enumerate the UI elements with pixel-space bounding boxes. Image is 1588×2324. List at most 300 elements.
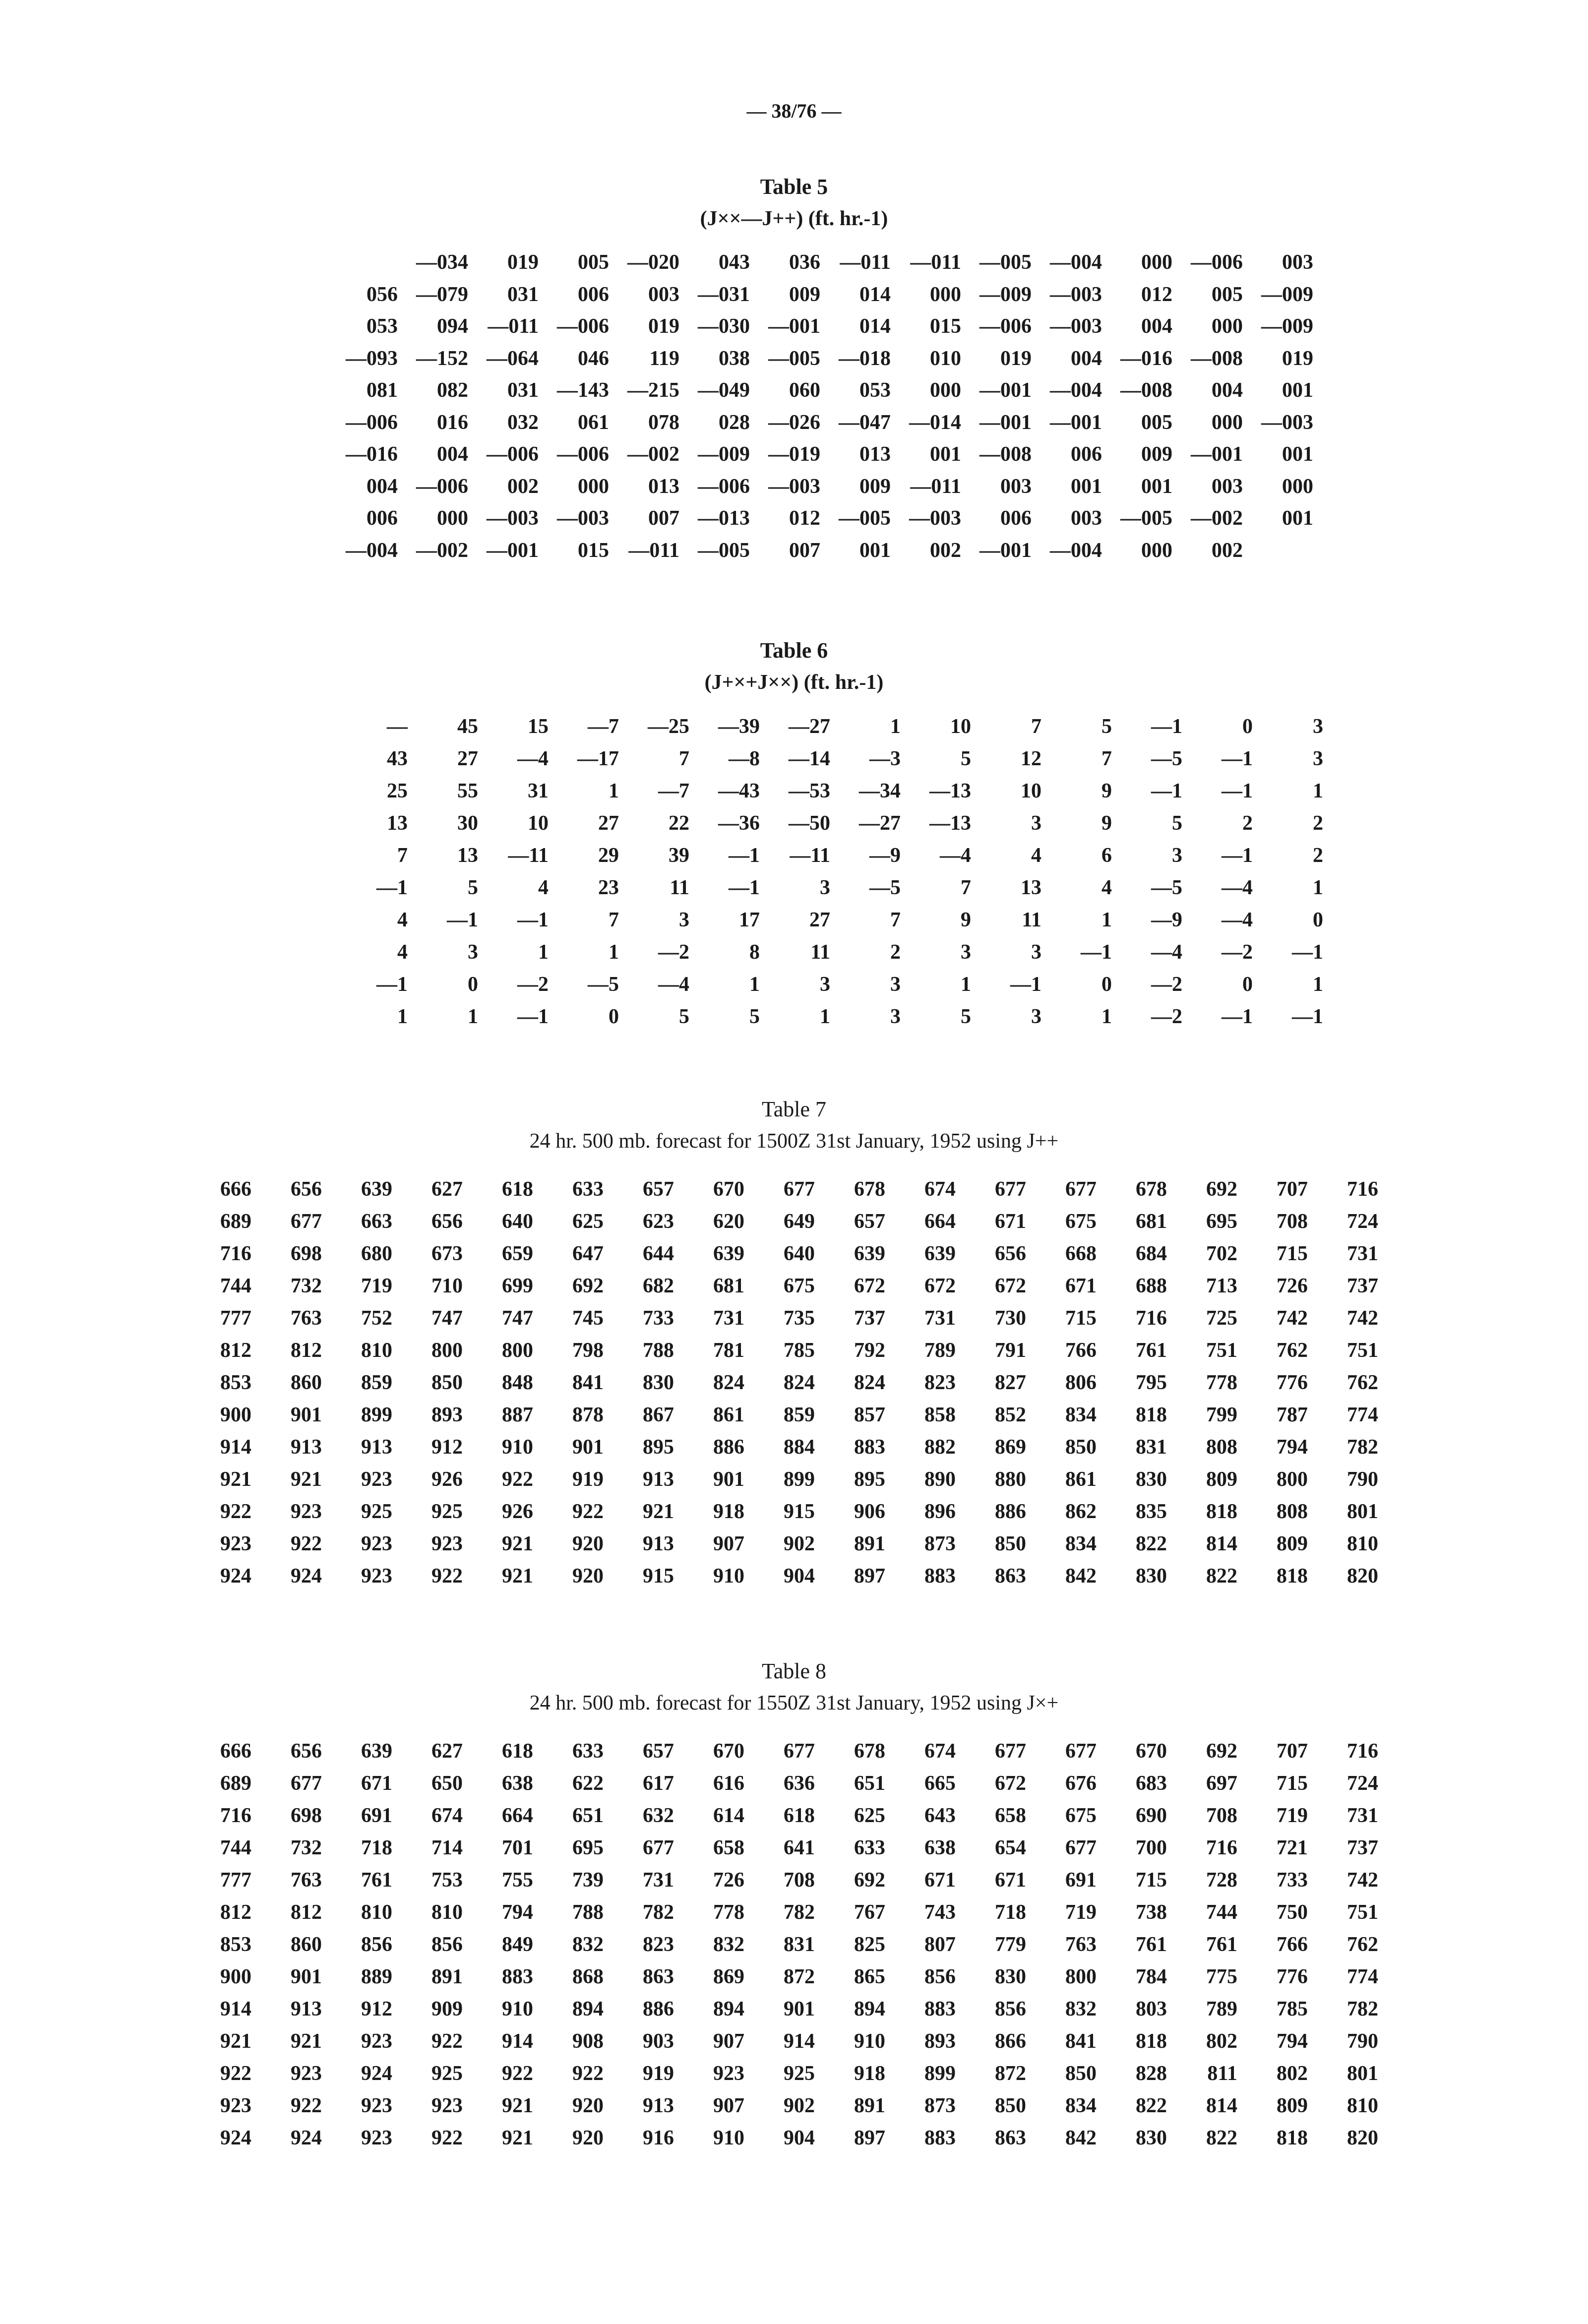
table-cell: 677	[784, 1177, 815, 1201]
table-cell: 3	[1172, 844, 1182, 867]
table-cell: 007	[789, 539, 820, 562]
table-cell: —1	[1151, 715, 1182, 738]
table-cell: 3	[890, 973, 901, 996]
table-cell: 689	[220, 1772, 251, 1795]
table-cell: 006	[366, 507, 398, 530]
table-8-grid	[181, 1735, 1378, 2154]
table-cell: 673	[431, 1242, 463, 1265]
table-cell: —39	[718, 715, 760, 738]
table-cell: 708	[1277, 1210, 1308, 1233]
table-cell: 622	[572, 1772, 604, 1795]
table-cell: 666	[220, 1739, 251, 1763]
table-cell: 910	[854, 2029, 885, 2053]
table-cell: 823	[643, 1933, 674, 1956]
table-cell: —008	[979, 443, 1032, 466]
table-cell: 923	[361, 1532, 392, 1555]
table-cell: 861	[1065, 1468, 1097, 1491]
table-5-grid	[327, 246, 1313, 566]
table-cell: 001	[859, 539, 891, 562]
table-cell: 30	[457, 811, 478, 835]
table-cell: —4	[1151, 940, 1182, 964]
table-cell: 790	[1347, 2029, 1378, 2053]
table-cell: 921	[502, 2126, 533, 2149]
table-row	[327, 374, 1313, 407]
table-cell: 766	[1277, 1933, 1308, 1956]
table-cell: —50	[789, 811, 830, 835]
table-cell: —13	[929, 779, 971, 802]
table-cell: 860	[291, 1933, 322, 1956]
table-cell: 914	[220, 1435, 251, 1459]
table-cell: 733	[643, 1306, 674, 1330]
table-row	[337, 1000, 1323, 1033]
table-cell: 640	[784, 1242, 815, 1265]
table-cell: 861	[713, 1403, 744, 1426]
table-cell: 901	[291, 1965, 322, 1988]
table-cell: 7	[961, 876, 971, 899]
table-cell: 818	[1206, 1500, 1237, 1523]
table-row	[181, 2025, 1378, 2057]
table-cell: 802	[1206, 2029, 1237, 2053]
table-cell: —005	[1120, 507, 1172, 530]
table-cell: 643	[924, 1804, 956, 1827]
table-row	[337, 904, 1323, 936]
table-cell: 926	[431, 1468, 463, 1491]
table-cell: 921	[643, 1500, 674, 1523]
table-cell: 889	[361, 1965, 392, 1988]
table-cell: —1	[1151, 779, 1182, 802]
table-row	[181, 2089, 1378, 2122]
table-cell: 1	[609, 779, 619, 802]
table-cell: 899	[361, 1403, 392, 1426]
table-cell: 9	[1101, 779, 1112, 802]
table-cell: 859	[361, 1371, 392, 1394]
table-cell: 739	[572, 1868, 604, 1892]
table-cell: 616	[713, 1772, 744, 1795]
table-row	[181, 1864, 1378, 1896]
table-cell: —001	[979, 379, 1032, 402]
table-cell: 761	[361, 1868, 392, 1892]
table-cell: 004	[1141, 315, 1172, 338]
table-cell: 15	[528, 715, 549, 738]
table-cell: 002	[1212, 539, 1243, 562]
table-cell: 818	[1136, 1403, 1167, 1426]
table-cell: —003	[487, 507, 539, 530]
table-cell: —009	[698, 443, 750, 466]
table-cell: 1	[538, 940, 549, 964]
table-cell: —152	[416, 347, 468, 370]
table-cell: 850	[995, 1532, 1026, 1555]
table-cell: 002	[930, 539, 961, 562]
table-cell: 016	[437, 411, 468, 434]
table-cell: 719	[1065, 1900, 1097, 1924]
table-cell: 924	[220, 1564, 251, 1588]
table-cell: 5	[679, 1005, 689, 1028]
table-cell: 1	[1101, 908, 1112, 931]
table-cell: 755	[502, 1868, 533, 1892]
table-cell: 002	[507, 475, 539, 498]
table-cell: 7	[679, 747, 689, 770]
table-row	[327, 438, 1313, 471]
table-cell: 1	[890, 715, 901, 738]
table-cell: 695	[572, 1836, 604, 1859]
page-number: — 38/76 —	[746, 100, 842, 122]
table-cell: 825	[854, 1933, 885, 1956]
table-cell: —018	[839, 347, 891, 370]
table-row	[181, 1528, 1378, 1560]
table-row	[337, 742, 1323, 775]
table-cell: 831	[784, 1933, 815, 1956]
table-cell: 922	[431, 2126, 463, 2149]
table-cell: 891	[854, 1532, 885, 1555]
table-cell: 681	[1136, 1210, 1167, 1233]
table-cell: 880	[995, 1468, 1026, 1491]
table-cell: 060	[789, 379, 820, 402]
table-cell: —006	[1191, 251, 1243, 274]
table-cell: 873	[924, 1532, 956, 1555]
table-cell: 695	[1206, 1210, 1237, 1233]
table-cell: —1	[729, 876, 760, 899]
table-cell: 923	[713, 2062, 744, 2085]
table-cell: 858	[924, 1403, 956, 1426]
table-cell: 799	[1206, 1403, 1237, 1426]
table-cell: 638	[924, 1836, 956, 1859]
table-cell: 015	[930, 315, 961, 338]
table-cell: 916	[643, 2126, 674, 2149]
table-cell: —004	[346, 539, 398, 562]
table-cell: 921	[220, 1468, 251, 1491]
table-cell: 8	[749, 940, 760, 964]
table-cell: 926	[502, 1500, 533, 1523]
table-cell: 27	[457, 747, 478, 770]
table-cell: 699	[502, 1274, 533, 1297]
table-cell: 081	[366, 379, 398, 402]
table-cell: —4	[517, 747, 549, 770]
table-cell: 894	[572, 1997, 604, 2020]
table-cell: 4	[397, 908, 408, 931]
table-cell: —003	[1050, 315, 1102, 338]
table-cell: 818	[1277, 1564, 1308, 1588]
table-cell: 1	[749, 973, 760, 996]
table-cell: 700	[1136, 1836, 1167, 1859]
table-cell: 820	[1347, 1564, 1378, 1588]
table-row	[181, 1399, 1378, 1431]
table-cell: 000	[1212, 315, 1243, 338]
table-cell: 830	[1136, 2126, 1167, 2149]
table-cell: 782	[643, 1900, 674, 1924]
table-cell: 922	[502, 1468, 533, 1491]
table-row	[181, 1463, 1378, 1495]
table-cell: 913	[291, 1435, 322, 1459]
table-cell: 698	[291, 1804, 322, 1827]
table-cell: —031	[698, 283, 750, 306]
table-5-subtitle: (J××—J++) (ft. hr.-1)	[700, 207, 888, 230]
table-row	[181, 1431, 1378, 1463]
table-cell: —2	[1151, 1005, 1182, 1028]
table-cell: —2	[1151, 973, 1182, 996]
table-cell: 6	[1101, 844, 1112, 867]
table-cell: 674	[431, 1804, 463, 1827]
table-cell: —003	[1261, 411, 1313, 434]
table-cell: 822	[1136, 1532, 1167, 1555]
table-cell: 004	[437, 443, 468, 466]
table-cell: 895	[854, 1468, 885, 1491]
table-cell: —064	[487, 347, 539, 370]
table-cell: 891	[854, 2094, 885, 2117]
table-cell: 5	[749, 1005, 760, 1028]
table-cell: 834	[1065, 1532, 1097, 1555]
table-cell: 923	[431, 1532, 463, 1555]
table-cell: —005	[839, 507, 891, 530]
table-cell: 000	[1212, 411, 1243, 434]
table-cell: 893	[924, 2029, 956, 2053]
table-cell: 688	[1136, 1274, 1167, 1297]
table-cell: 812	[291, 1900, 322, 1924]
table-cell: 856	[995, 1997, 1026, 2020]
table-cell: 697	[1206, 1772, 1237, 1795]
table-cell: 776	[1277, 1965, 1308, 1988]
table-cell: —1	[729, 844, 760, 867]
table-cell: 886	[643, 1997, 674, 2020]
table-cell: 915	[643, 1564, 674, 1588]
table-8-title: Table 8	[761, 1659, 827, 1683]
table-cell: 1	[609, 940, 619, 964]
table-cell: 893	[431, 1403, 463, 1426]
table-cell: 3	[890, 1005, 901, 1028]
table-cell: 0	[1313, 908, 1323, 931]
table-cell: —001	[487, 539, 539, 562]
table-cell: 921	[502, 2094, 533, 2117]
table-cell: 832	[713, 1933, 744, 1956]
table-cell: 005	[1212, 283, 1243, 306]
table-cell: 012	[789, 507, 820, 530]
table-cell: 913	[291, 1997, 322, 2020]
table-cell: 674	[924, 1177, 956, 1201]
table-cell: —001	[979, 539, 1032, 562]
table-cell: 10	[528, 811, 549, 835]
table-cell: 036	[789, 251, 820, 274]
table-cell: —006	[557, 443, 609, 466]
table-cell: 633	[854, 1836, 885, 1859]
table-cell: 682	[643, 1274, 674, 1297]
table-cell: —006	[487, 443, 539, 466]
table-cell: 800	[1277, 1468, 1308, 1491]
table-cell: 716	[1347, 1739, 1378, 1763]
table-cell: 883	[854, 1435, 885, 1459]
table-cell: 918	[854, 2062, 885, 2085]
table-cell: 618	[502, 1739, 533, 1763]
table-row	[327, 535, 1313, 567]
table-cell: —1	[1010, 973, 1041, 996]
table-cell: 719	[1277, 1804, 1308, 1827]
table-cell: —016	[1120, 347, 1172, 370]
table-cell: 654	[995, 1836, 1026, 1859]
table-cell: 901	[713, 1468, 744, 1491]
table-cell: 842	[1065, 2126, 1097, 2149]
table-cell: 922	[572, 1500, 604, 1523]
table-cell: 766	[1065, 1339, 1097, 1362]
table-cell: 747	[431, 1306, 463, 1330]
table-cell: 807	[924, 1933, 956, 1956]
table-cell: 7	[1031, 715, 1041, 738]
table-cell: 001	[1071, 475, 1102, 498]
table-cell: —003	[909, 507, 961, 530]
table-cell: 001	[1282, 507, 1313, 530]
table-cell: 886	[713, 1435, 744, 1459]
table-cell: 867	[643, 1403, 674, 1426]
table-cell: 841	[1065, 2029, 1097, 2053]
table-cell: —004	[1050, 251, 1102, 274]
table-cell: 691	[361, 1804, 392, 1827]
table-cell: 665	[924, 1772, 956, 1795]
table-cell: 761	[1136, 1933, 1167, 1956]
table-cell: 001	[1282, 379, 1313, 402]
table-cell: 785	[1277, 1997, 1308, 2020]
table-cell: 788	[643, 1339, 674, 1362]
table-cell: 25	[387, 779, 408, 802]
table-cell: 921	[291, 1468, 322, 1491]
table-cell: 814	[1206, 1532, 1237, 1555]
table-cell: 656	[291, 1177, 322, 1201]
table-cell: 752	[361, 1306, 392, 1330]
table-cell: 7	[1101, 747, 1112, 770]
table-cell: —002	[627, 443, 679, 466]
table-cell: 904	[784, 2126, 815, 2149]
table-cell: 883	[924, 2126, 956, 2149]
table-cell: 2	[890, 940, 901, 964]
table-cell: 678	[854, 1177, 885, 1201]
table-cell: 005	[578, 251, 609, 274]
table-cell: 789	[1206, 1997, 1237, 2020]
table-cell: —14	[789, 747, 830, 770]
table-cell: 013	[859, 443, 891, 466]
table-row	[337, 807, 1323, 839]
table-cell: 923	[220, 2094, 251, 2117]
table-cell: 809	[1206, 1468, 1237, 1491]
table-cell: 650	[431, 1772, 463, 1795]
table-6-title: Table 6	[760, 638, 828, 663]
table-cell: 856	[924, 1965, 956, 1988]
table-cell: 644	[643, 1242, 674, 1265]
table-cell: 853	[220, 1371, 251, 1394]
table-cell: —001	[979, 411, 1032, 434]
table-cell: 830	[1136, 1468, 1167, 1491]
table-cell: 9	[961, 908, 971, 931]
table-cell: 798	[572, 1339, 604, 1362]
table-cell: 850	[1065, 2062, 1097, 2085]
table-cell: 27	[809, 908, 830, 931]
table-cell: 672	[924, 1274, 956, 1297]
table-cell: 900	[220, 1403, 251, 1426]
table-cell: 718	[361, 1836, 392, 1859]
table-cell: 791	[995, 1339, 1026, 1362]
table-cell: 000	[930, 283, 961, 306]
table-cell: —34	[859, 779, 901, 802]
table-cell: 031	[507, 283, 539, 306]
table-cell: 872	[784, 1965, 815, 1988]
table-cell: 1	[468, 1005, 478, 1028]
table-cell: —030	[698, 315, 750, 338]
table-cell: 923	[361, 2094, 392, 2117]
table-cell: 913	[643, 1532, 674, 1555]
table-cell: 684	[1136, 1242, 1167, 1265]
table-cell: 677	[291, 1772, 322, 1795]
table-cell: 800	[431, 1339, 463, 1362]
table-cell: —006	[346, 411, 398, 434]
table-cell: 724	[1347, 1772, 1378, 1795]
table-cell: 691	[1065, 1868, 1097, 1892]
table-cell: —1	[517, 908, 549, 931]
table-cell: 925	[431, 2062, 463, 2085]
table-7-section	[0, 1094, 1588, 1588]
table-cell: —049	[698, 379, 750, 402]
table-cell: 902	[784, 2094, 815, 2117]
table-cell: 032	[507, 411, 539, 434]
table-cell: 907	[713, 2029, 744, 2053]
table-cell: 842	[1065, 1564, 1097, 1588]
table-cell: 13	[387, 811, 408, 835]
table-row	[337, 968, 1323, 1000]
table-cell: 659	[502, 1242, 533, 1265]
table-cell: 633	[572, 1177, 604, 1201]
table-cell: —079	[416, 283, 468, 306]
table-cell: 910	[502, 1997, 533, 2020]
table-cell: —5	[1151, 876, 1182, 899]
table-cell: 918	[713, 1500, 744, 1523]
table-cell: 028	[719, 411, 750, 434]
table-cell: 809	[1277, 1532, 1308, 1555]
table-cell: 4	[1101, 876, 1112, 899]
table-6-subtitle: (J+×+J××) (ft. hr.-1)	[704, 671, 884, 694]
table-cell: —143	[557, 379, 609, 402]
table-cell: 924	[291, 1564, 322, 1588]
table-cell: 641	[784, 1836, 815, 1859]
table-cell: 841	[572, 1371, 604, 1394]
table-cell: 000	[930, 379, 961, 402]
table-cell: 0	[1101, 973, 1112, 996]
table-cell: 914	[220, 1997, 251, 2020]
table-cell: 901	[784, 1997, 815, 2020]
table-cell: 753	[431, 1868, 463, 1892]
table-cell: 649	[784, 1210, 815, 1233]
table-cell: 000	[437, 507, 468, 530]
table-cell: 808	[1277, 1500, 1308, 1523]
table-cell: 3	[1031, 811, 1041, 835]
table-cell: —026	[768, 411, 820, 434]
table-cell: 1	[1101, 1005, 1112, 1028]
table-cell: 923	[431, 2094, 463, 2117]
table-cell: 056	[366, 283, 398, 306]
table-cell: 924	[361, 2062, 392, 2085]
table-cell: —5	[1151, 747, 1182, 770]
table-cell: —006	[557, 315, 609, 338]
table-cell: 742	[1347, 1868, 1378, 1892]
table-cell: 0	[1242, 973, 1253, 996]
table-cell: —1	[447, 908, 478, 931]
table-cell: 671	[995, 1868, 1026, 1892]
table-cell: 922	[220, 1500, 251, 1523]
table-cell: 751	[1206, 1339, 1237, 1362]
table-cell: 716	[1347, 1177, 1378, 1201]
table-cell: 919	[572, 1468, 604, 1491]
table-cell: 915	[784, 1500, 815, 1523]
table-cell: 43	[387, 747, 408, 770]
table-cell: 007	[648, 507, 679, 530]
table-cell: 763	[1065, 1933, 1097, 1956]
table-cell: —11	[790, 844, 830, 867]
table-cell: 625	[854, 1804, 885, 1827]
table-cell: —005	[979, 251, 1032, 274]
table-cell: —011	[488, 315, 539, 338]
